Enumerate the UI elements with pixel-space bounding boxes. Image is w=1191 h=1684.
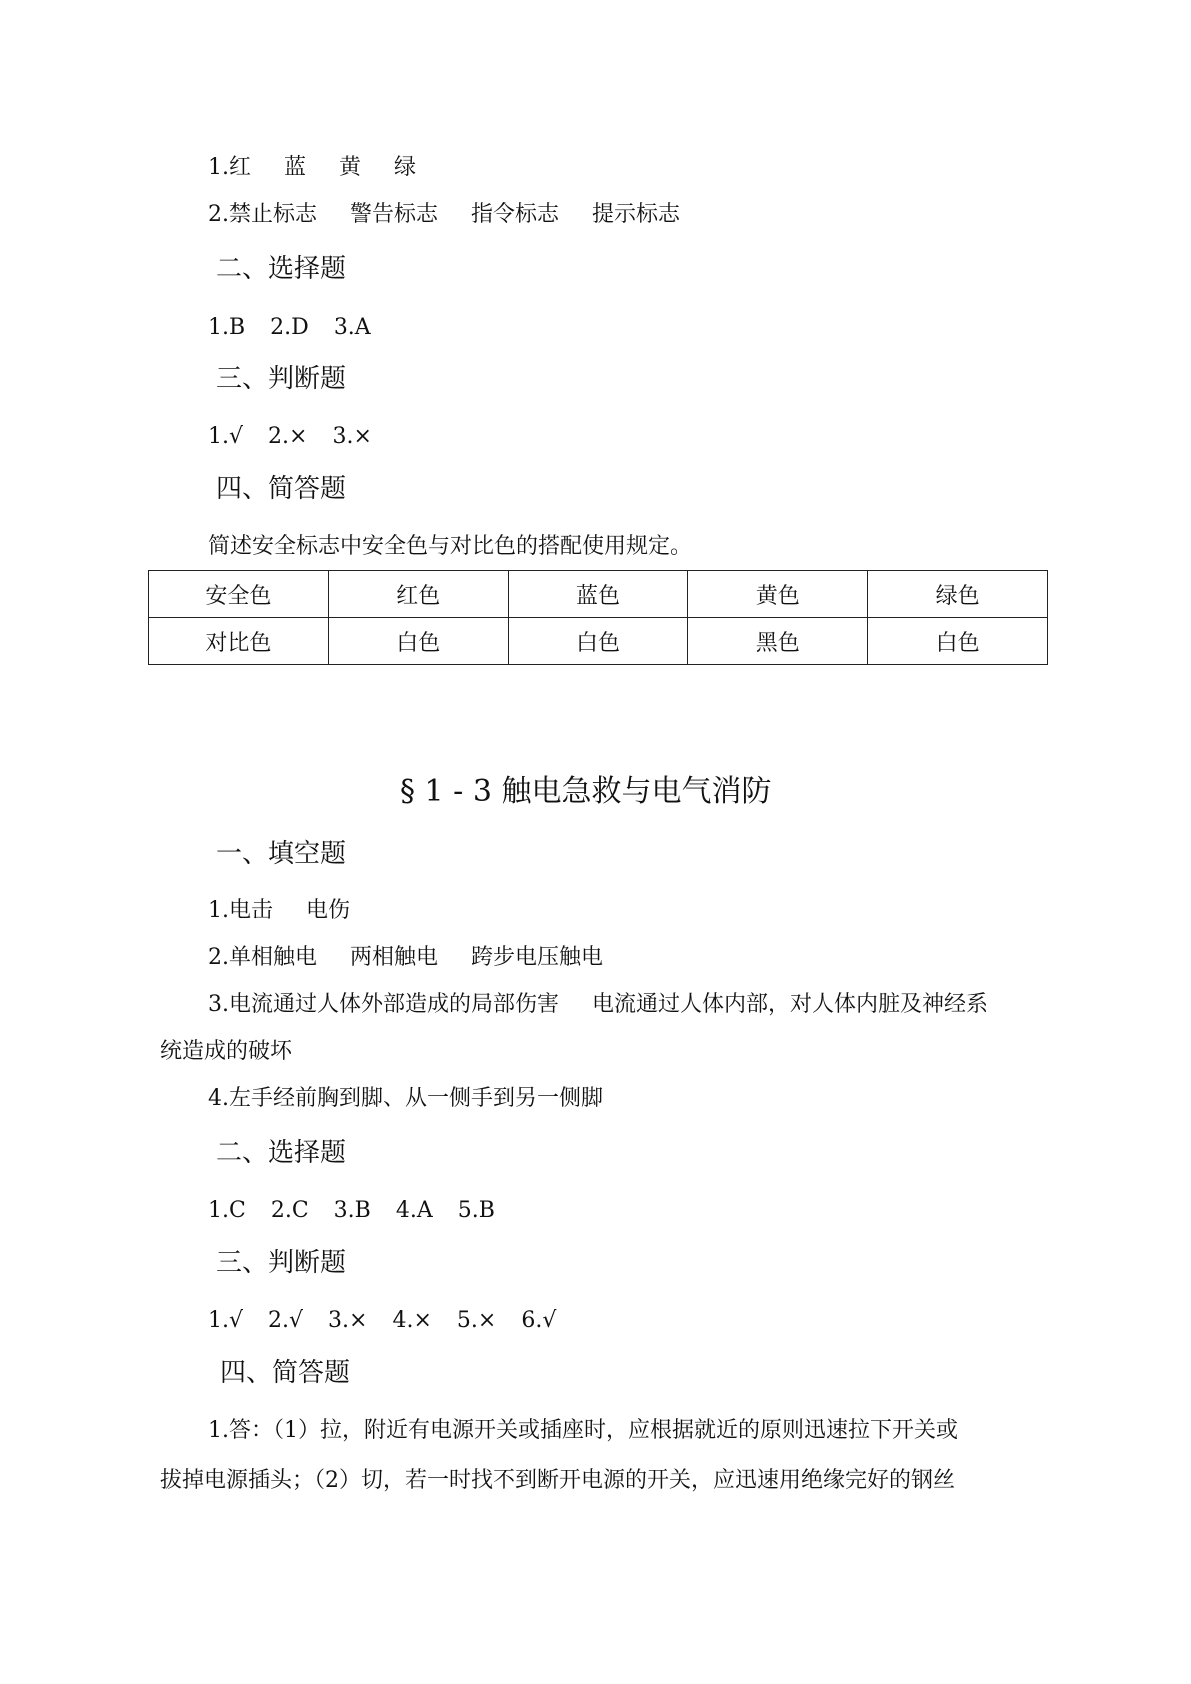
judge-answer: 6.√: [521, 1308, 557, 1333]
fill-3-a: 3.电流通过人体外部造成的局部伤害: [208, 992, 559, 1017]
fill-answer-4: [208, 1084, 603, 1114]
table-cell: 黄色: [688, 571, 868, 618]
fill-answer-1: [208, 153, 416, 183]
fill-2-b: 两相触电: [350, 945, 439, 970]
fill-2-c: 指令标志: [471, 202, 560, 227]
fill-1-d: 绿: [394, 155, 417, 180]
judge-answer: 1.√: [208, 1308, 244, 1333]
choice-answer: 3.B: [333, 1198, 371, 1223]
table-cell: 蓝色: [508, 571, 688, 618]
short-question: 简述安全标志中安全色与对比色的搭配使用规定。: [208, 534, 693, 559]
table-cell: 绿色: [868, 571, 1048, 618]
fill-2-a: 2.禁止标志: [208, 202, 317, 227]
fill-answer-2: [208, 200, 680, 230]
fill-1-a: 1.电击: [208, 898, 273, 923]
judge-answer: 2.√: [268, 1308, 304, 1333]
judge-answer: 4.×: [392, 1308, 432, 1333]
choice-answer: 3.A: [333, 315, 371, 340]
choice-answer: 4.A: [395, 1198, 433, 1223]
fill-1-b: 蓝: [284, 155, 307, 180]
fill-1-b: 电伤: [306, 898, 351, 923]
choice-answers: [208, 313, 371, 343]
table-cell: 对比色: [149, 618, 329, 665]
choice-answers: [208, 1196, 495, 1226]
table-row: [149, 618, 1048, 665]
fill-4-a: 4.左手经前胸到脚、从一侧手到另一侧脚: [208, 1086, 603, 1111]
choice-heading: 二、选择题: [216, 1138, 347, 1168]
table-cell: 安全色: [149, 571, 329, 618]
short-answer-line-2: 拔掉电源插头；（2）切，若一时找不到断开电源的开关，应迅速用绝缘完好的钢丝: [160, 1468, 955, 1493]
short-heading: 四、简答题: [220, 1358, 351, 1388]
fill-heading: 一、填空题: [216, 839, 347, 869]
table-cell: 黑色: [688, 618, 868, 665]
judge-heading: 三、判断题: [216, 364, 347, 394]
color-pairing-table: [148, 570, 1048, 665]
choice-answer: 2.D: [270, 315, 309, 340]
fill-1-c: 黄: [339, 155, 362, 180]
fill-answer-2: [208, 943, 603, 973]
table-cell: 红色: [328, 571, 508, 618]
table-cell: 白色: [508, 618, 688, 665]
fill-3-b: 电流通过人体内部，对人体内脏及神经系: [592, 992, 989, 1017]
judge-answers: [208, 422, 372, 452]
fill-2-a: 2.单相触电: [208, 945, 317, 970]
choice-answer: 2.C: [270, 1198, 309, 1223]
judge-heading: 三、判断题: [216, 1248, 347, 1278]
choice-heading: 二、选择题: [216, 254, 347, 284]
fill-1-a: 1.红: [208, 155, 251, 180]
fill-3-cont: 统造成的破坏: [160, 1039, 293, 1064]
fill-2-b: 警告标志: [350, 202, 439, 227]
judge-answer: 1.√: [208, 424, 244, 449]
table-cell: 白色: [328, 618, 508, 665]
choice-answer: 1.C: [208, 1198, 246, 1223]
judge-answers: [208, 1306, 556, 1336]
fill-2-c: 跨步电压触电: [471, 945, 604, 970]
fill-answer-3-cont: [160, 1037, 292, 1067]
judge-answer: 5.×: [456, 1308, 497, 1333]
table-cell: 白色: [868, 618, 1048, 665]
short-answer-line-1: 1.答：（1）拉，附近有电源开关或插座时，应根据就近的原则迅速拉下开关或: [208, 1418, 958, 1443]
fill-answer-1: [208, 896, 350, 926]
short-heading: 四、简答题: [216, 474, 347, 504]
fill-2-d: 提示标志: [592, 202, 681, 227]
table-row: [149, 571, 1048, 618]
judge-answer: 2.×: [268, 424, 308, 449]
fill-answer-3: [208, 990, 988, 1020]
choice-answer: 1.B: [208, 315, 246, 340]
judge-answer: 3.×: [332, 424, 372, 449]
judge-answer: 3.×: [328, 1308, 368, 1333]
section-title: § 1 - 3 触电急救与电气消防: [400, 774, 772, 809]
choice-answer: 5.B: [457, 1198, 495, 1223]
